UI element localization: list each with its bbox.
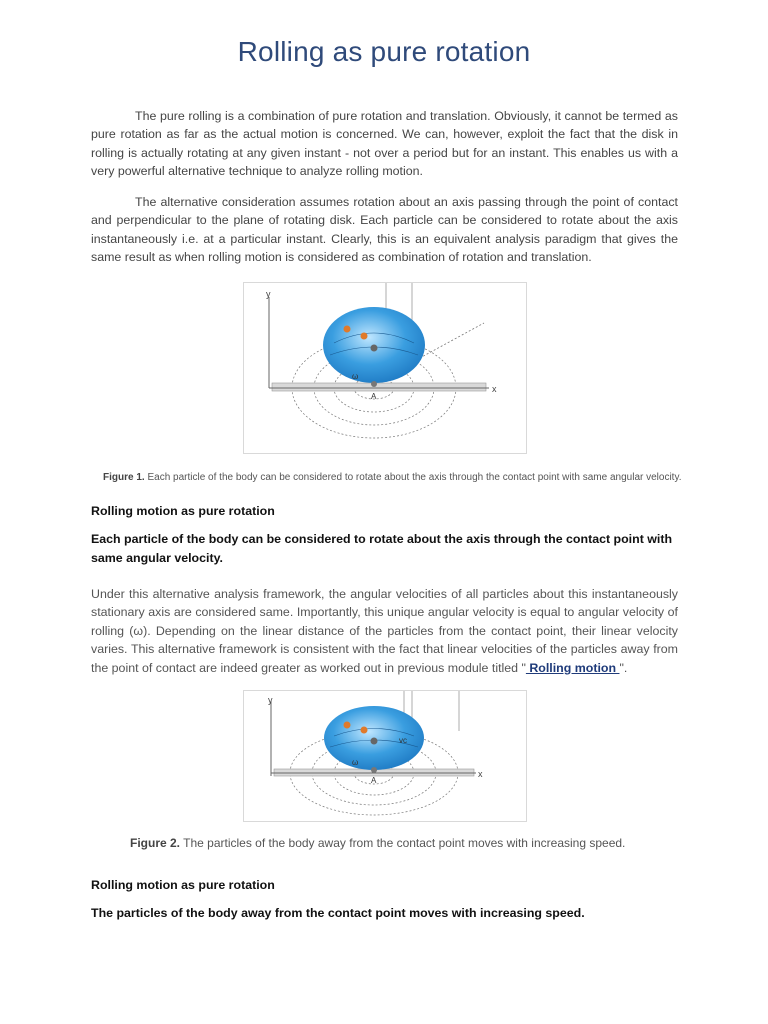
figure-2-caption-label: Figure 2. — [130, 836, 181, 850]
page-title: Rolling as pure rotation — [237, 36, 531, 67]
paragraph-intro: The pure rolling is a combination of pure rotation and translation. Obviously, it cannot be termed as pure rotation as far as the actual motion is concerned. We can, however, exploit the fact that the disk in rolling is actually rotating at any given instant - not over a period but for an instant. This enables us with a very powerful alternative technique to analyze rolling motion. — [91, 109, 678, 179]
figure-1-caption — [103, 472, 682, 483]
section-2-heading: Rolling motion as pure rotation — [91, 878, 275, 892]
figure-1-caption-text: Each particle of the body can be considered to rotate about the axis through the contact point with same angular velocity. — [147, 472, 682, 483]
section-2-bold-text: The particles of the body away from the contact point moves with increasing speed. — [91, 906, 585, 920]
omega-label-2: ω — [352, 758, 359, 767]
section-1-bold-text: Each particle of the body can be considered to rotate about the axis through the contact point with same angular velocity. — [91, 532, 673, 565]
figure-2 — [243, 690, 527, 822]
figure-2-diagram — [244, 691, 526, 821]
particle-2-1 — [344, 722, 351, 729]
section-1-heading: Rolling motion as pure rotation — [91, 504, 275, 518]
paragraph-framework — [91, 585, 678, 677]
figure-1 — [243, 282, 527, 454]
figure-1-diagram — [244, 283, 526, 453]
y-axis-label-2: y — [268, 695, 273, 705]
center-point — [371, 345, 378, 352]
center-point-2 — [371, 738, 378, 745]
y-axis-label: y — [266, 289, 271, 299]
particle-1 — [344, 326, 351, 333]
rolling-motion-link[interactable]: Rolling motion — [525, 660, 620, 675]
point-a-label: A — [371, 392, 377, 401]
paragraph-framework-text: Under this alternative analysis framework, the angular velocities of all particles about this instantaneously stationary axis are considered same. Importantly, this unique angular velocity is equal to angular velocity of rolling (ω). Depending on the linear distance of the particles from the contact point, their linear velocity varies. This alternative framework is consistent with the fact that linear velocities of the particles away from the point of contact are indeed greater as worked out in previous module titled " — [91, 587, 678, 675]
contact-point-2 — [371, 767, 377, 773]
point-a-label-2: A — [371, 776, 377, 785]
figure-2-caption-text: The particles of the body away from the contact point moves with increasing speed. — [183, 836, 626, 850]
x-axis-label-2: x — [478, 769, 483, 779]
x-axis-label: x — [492, 384, 497, 394]
omega-label: ω — [352, 372, 359, 381]
particle-2-2 — [361, 727, 368, 734]
figure-1-caption-label: Figure 1. — [103, 472, 145, 483]
figure-2-caption — [130, 836, 625, 850]
ground-plane — [272, 383, 486, 391]
particle-2 — [361, 333, 368, 340]
contact-point — [371, 381, 377, 387]
vc-label: vc — [399, 736, 407, 745]
paragraph-framework-end: ". — [619, 660, 628, 675]
paragraph-alternative: The alternative consideration assumes rotation about an axis passing through the point of contact and perpendicular to the plane of rotating disk. Each particle can be considered to rotate about the axis instantaneously i.e. at a particular instant. Clearly, this is an equivalent analysis paradigm that gives the same result as when rolling motion is considered as combination of rotation and translation. — [91, 195, 678, 265]
